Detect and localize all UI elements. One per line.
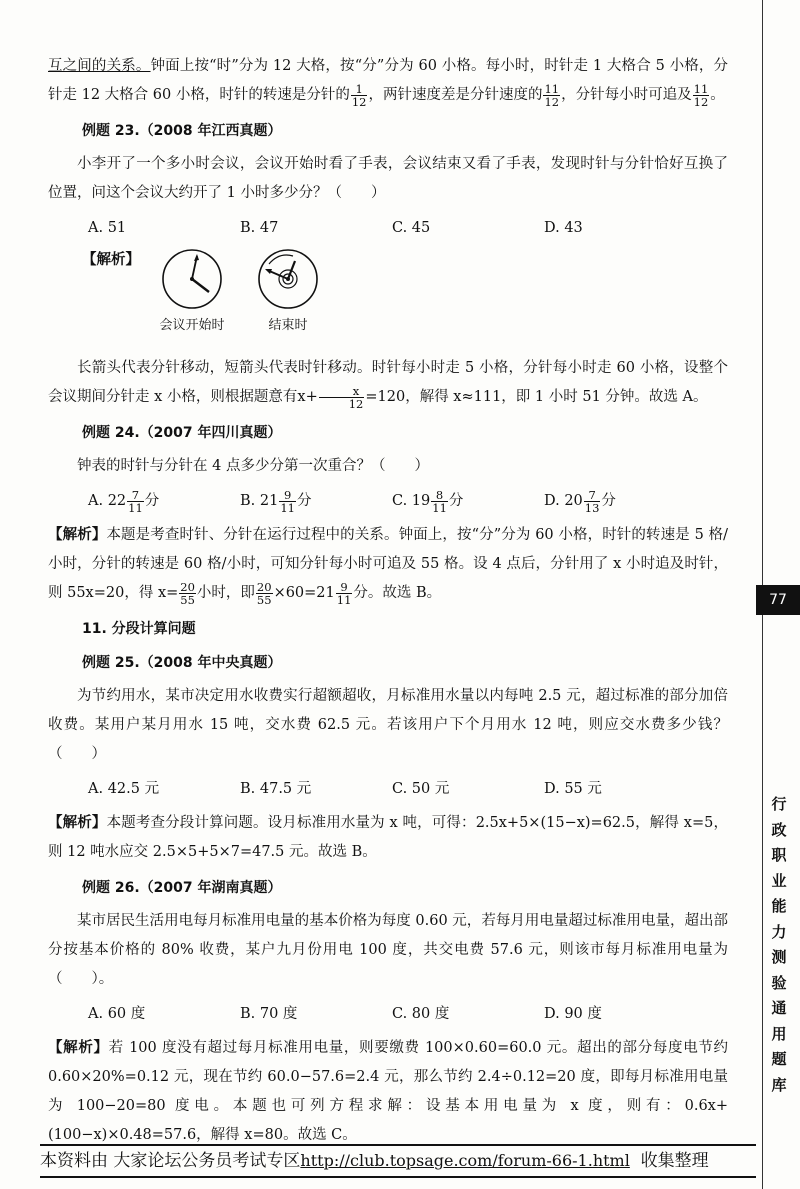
option-prefix: B. 21 xyxy=(240,493,279,509)
answer-text: 本题考查分段计算问题。设月标准用水量为 x 吨，可得：2.5x+5×(15−x)=62.5，解得 x=5，则 12 吨水应交 2.5×5+5×7=47.5 元。故选 B。 xyxy=(48,815,729,860)
title-char: 业 xyxy=(771,871,787,890)
option-c xyxy=(392,487,544,515)
fraction xyxy=(693,83,710,108)
fraction-numerator: 7 xyxy=(584,489,601,502)
option-suffix: 分 xyxy=(144,493,160,509)
option-a xyxy=(88,487,240,515)
fraction xyxy=(179,581,196,606)
option-b: B. 70 度 xyxy=(240,1006,298,1022)
example-26-title: 例题 26.（2007 年湖南真题） xyxy=(82,880,282,896)
example-24-title: 例题 24.（2007 年四川真题） xyxy=(82,425,282,441)
title-char: 库 xyxy=(771,1075,787,1094)
option-b: B. 47 xyxy=(240,220,279,236)
example-26-options xyxy=(88,1000,728,1028)
title-char: 通 xyxy=(771,999,787,1017)
fraction-numerator: 11 xyxy=(693,81,709,96)
intro-text-4: 。 xyxy=(710,87,725,103)
analysis-tag: 【解析】 xyxy=(48,1040,109,1056)
option-suffix: 分 xyxy=(601,493,616,509)
fraction xyxy=(127,489,144,514)
title-char: 职 xyxy=(771,846,787,864)
footer-link[interactable]: http://club.topsage.com/forum-66-1.html xyxy=(300,1151,630,1170)
intro-text-3: ，分针每小时可追及 xyxy=(561,87,692,103)
title-char: 用 xyxy=(771,1024,787,1043)
fraction xyxy=(351,83,368,108)
option-c: C. 50 元 xyxy=(392,781,450,797)
fraction-denominator: 12 xyxy=(544,94,560,109)
fraction xyxy=(336,581,353,606)
example-24-question: 钟表的时针与分针在 4 点多少分第一次重合？（ ） xyxy=(77,458,429,474)
clock-end-icon xyxy=(257,248,319,310)
example-25-question: 为节约用水，某市决定用水收费实行超额超收，月标准用水量以内每吨 2.5 元，超过标准的部分加倍收费。某用户某月用水 15 吨，交水费 62.5 元。若该用户下个月用水 12 吨，则应交水费多少钱？（ ） xyxy=(48,688,728,762)
fraction-numerator: 9 xyxy=(279,489,296,502)
intro-paragraph xyxy=(48,52,728,110)
fraction xyxy=(319,385,365,410)
fraction-denominator: 12 xyxy=(693,94,709,109)
option-b: B. 47.5 元 xyxy=(240,781,312,797)
footer-banner xyxy=(40,1144,756,1178)
option-d xyxy=(544,487,696,515)
fraction-numerator: 20 xyxy=(180,579,195,594)
example-24-answer xyxy=(48,521,728,608)
fraction-numerator: x xyxy=(319,385,365,398)
example-23-title: 例题 23.（2008 年江西真题） xyxy=(82,123,282,139)
fraction-denominator: 55 xyxy=(256,592,272,607)
example-24-options xyxy=(88,487,728,515)
page-number: 77 xyxy=(756,585,800,615)
option-suffix: 分 xyxy=(448,493,464,509)
title-char: 题 xyxy=(771,1050,787,1068)
option-prefix: C. 19 xyxy=(392,493,431,509)
option-a: A. 42.5 元 xyxy=(88,781,160,797)
fraction-numerator: 9 xyxy=(336,581,353,594)
fraction-numerator: 1 xyxy=(351,83,368,96)
page-content xyxy=(48,52,728,1156)
fraction-numerator: 7 xyxy=(127,489,144,502)
option-c: C. 45 xyxy=(392,220,431,236)
option-suffix: 分 xyxy=(296,493,312,509)
fraction-denominator: 12 xyxy=(348,396,364,411)
example-26-answer xyxy=(48,1034,728,1150)
intro-text-1: 钟面上按“时”分为 12 大格，按“分”分为 60 小格。每小时，时针走 1 大格合 5 小格，分针走 12 大格合 60 小格，时针的转速是分针的 xyxy=(48,58,729,103)
fraction-denominator: 11 xyxy=(432,500,447,515)
option-a: A. 51 xyxy=(88,220,127,236)
title-char: 能 xyxy=(771,897,787,915)
clock-start-caption: 会议开始时 xyxy=(159,318,225,333)
example-26-question: 某市居民生活用电每月标准用电量的基本价格为每度 0.60 元，若每月用电量超过标准用电量，超出部分按基本价格的 80% 收费，某户九月份用电 100 度，共交电费 57.6 元，则该市每月标准用电量为（ ）。 xyxy=(48,913,728,987)
right-margin-sidebar xyxy=(756,0,800,1189)
clock-start-icon xyxy=(161,248,223,310)
example-23-options xyxy=(88,214,728,242)
fraction-numerator: 11 xyxy=(544,81,560,96)
title-char: 验 xyxy=(771,973,787,992)
footer-suffix: 收集整理 xyxy=(640,1151,709,1171)
fraction xyxy=(543,83,560,108)
option-prefix: A. 22 xyxy=(88,493,127,509)
title-char: 力 xyxy=(771,922,787,941)
answer-text-3: ×60=21 xyxy=(273,585,335,601)
answer-text-1: 本题是考查时针、分针在运行过程中的关系。钟面上，按“分”分为 60 小格，时针的转速是 5 格/小时，分针的转速是 60 格/小时，可知分针每小时可追及 55 格。设 4 点后，分针用了 x 小时追及时针，则 55x=20，得 x= xyxy=(48,527,728,601)
title-char: 测 xyxy=(771,948,787,966)
option-c: C. 80 度 xyxy=(392,1006,450,1022)
fraction xyxy=(431,489,448,514)
title-char: 政 xyxy=(771,820,787,839)
answer-text-1: 长箭头代表分针移动，短箭头代表时针移动。时针每小时走 5 小格，分针每小时走 60 小格，设整个会议期间分针走 x 小格，则根据题意有 xyxy=(48,360,728,405)
analysis-tag: 【解析】 xyxy=(48,815,107,831)
answer-text-4: 分。故选 B。 xyxy=(353,585,442,601)
fraction xyxy=(279,489,296,514)
intro-text-2: ，两针速度差是分针速度的 xyxy=(368,87,543,103)
answer-text-2: 小时，即 xyxy=(196,585,255,601)
example-25-options xyxy=(88,775,728,803)
option-d: D. 55 元 xyxy=(544,781,602,797)
example-23-answer xyxy=(48,354,728,412)
fraction-denominator: 13 xyxy=(584,500,600,515)
vertical-book-title xyxy=(764,792,794,1098)
clock-end-caption: 结束时 xyxy=(268,318,308,333)
answer-text-2: =120，解得 x≈111，即 1 小时 51 分钟。故选 A。 xyxy=(365,389,708,405)
option-prefix: D. 20 xyxy=(544,493,583,509)
fraction-denominator: 11 xyxy=(128,500,143,515)
fraction-denominator: 11 xyxy=(280,500,295,515)
option-d: D. 43 xyxy=(544,220,583,236)
example-25-title: 例题 25.（2008 年中央真题） xyxy=(82,655,282,671)
fraction-numerator: 20 xyxy=(256,579,272,594)
analysis-tag: 【解析】 xyxy=(82,252,140,268)
title-char: 行 xyxy=(771,795,787,813)
footer-text: 本资料由 大家论坛公务员考试专区 xyxy=(40,1151,301,1171)
fraction-denominator: 12 xyxy=(351,94,367,109)
clock-start xyxy=(152,248,232,333)
example-25-answer xyxy=(48,809,728,867)
section-11-title: 11. 分段计算问题 xyxy=(82,621,196,637)
analysis-tag: 【解析】 xyxy=(48,527,107,543)
fraction xyxy=(584,489,601,514)
option-d: D. 90 度 xyxy=(544,1006,602,1022)
fraction-denominator: 11 xyxy=(336,592,352,607)
clock-end xyxy=(248,248,328,333)
fraction-numerator: 8 xyxy=(431,489,448,502)
fraction-denominator: 55 xyxy=(180,592,195,607)
example-23-question: 小李开了一个多小时会议，会议开始时看了手表，会议结束又看了手表，发现时针与分针恰好互换了位置，问这个会议大约开了 1 小时多少分？（ ） xyxy=(48,156,728,201)
fraction xyxy=(256,581,273,606)
answer-eq: x+ xyxy=(297,389,318,405)
option-b xyxy=(240,487,392,515)
answer-text: 若 100 度没有超过每月标准用电量，则要缴费 100×0.60=60.0 元。超出的部分每度电节约 0.60×20%=0.12 元，现在节约 60.0−57.6=2.4 元，那么节约 2.4÷0.12=20 度，即每月标准用电量为 100−20=80 度电。本题也可列方程求解：设基本用电量为 x 度，则有：0.6x+(100−x)×0.48=57.6，解得 x=80。故选 C。 xyxy=(48,1040,729,1143)
clock-figure xyxy=(82,248,728,344)
option-a: A. 60 度 xyxy=(88,1006,146,1022)
intro-underlined: 互之间的关系。 xyxy=(48,58,151,74)
